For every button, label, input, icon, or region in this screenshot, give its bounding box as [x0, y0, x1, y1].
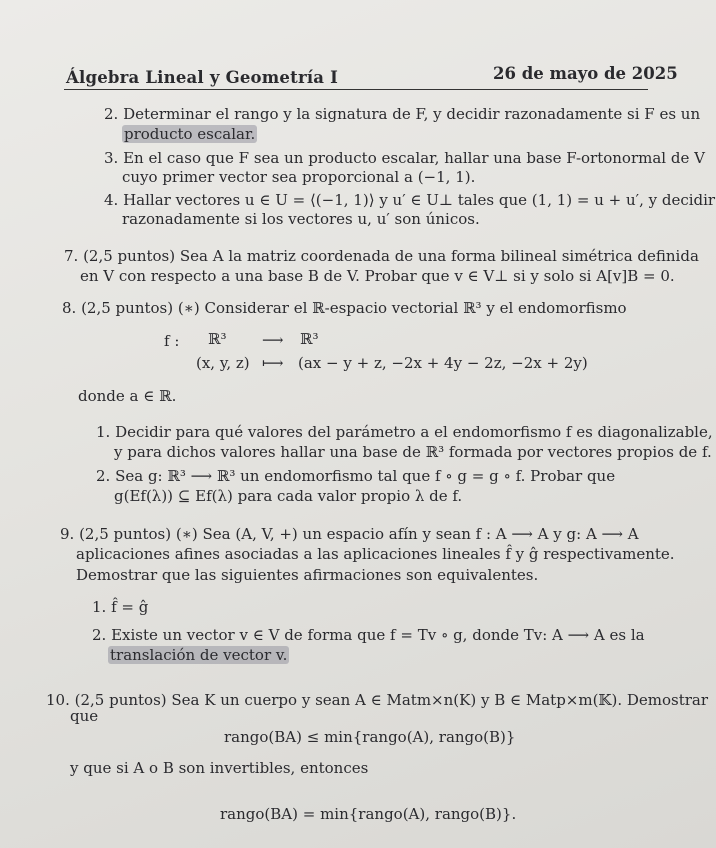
problem-8-item-1-line-1: 1. Decidir para qué valores del parámetro a el endomorfismo f es diagonalizable, [96, 423, 713, 441]
map-domain: ℝ³ [208, 330, 227, 348]
problem-8-item-1-line-2: y para dichos valores hallar una base de ℝ³ formada por vectores propios de f. [114, 443, 712, 461]
problem-8-line-1: 8. (2,5 puntos) (∗) Considerar el ℝ-espacio vectorial ℝ³ y el endomorfismo [62, 299, 627, 317]
item-2-line-1: 2. Determinar el rango y la signatura de F, y decidir razonadamente si F es un [104, 105, 701, 123]
problem-8-item-2-line-1: 2. Sea g: ℝ³ ⟶ ℝ³ un endomorfismo tal que f ∘ g = g ∘ f. Probar que [96, 467, 616, 485]
problem-9-line-1: 9. (2,5 puntos) (∗) Sea (A, V, +) un espacio afín y sean f : A ⟶ A y g: A ⟶ A [60, 525, 639, 543]
inequality-equation: rango(BA) ≤ min{rango(A), rango(B)} [224, 728, 516, 746]
problem-9-item-2-line-1: 2. Existe un vector v ∈ V de forma que f = Tv ∘ g, donde Tv: A ⟶ A es la [92, 626, 645, 644]
map-input: (x, y, z) [196, 354, 250, 372]
item-3-line-2: cuyo primer vector sea proporcional a (−1, 1). [122, 168, 476, 186]
item-4-line-1: 4. Hallar vectores u ∈ U = ⟨(−1, 1)⟩ y u′ ∈ U⊥ tales que (1, 1) = u + u′, y decidir [104, 191, 716, 209]
header-rule [64, 89, 648, 90]
map-f-label: f : [164, 332, 180, 350]
course-title: Álgebra Lineal y Geometría I [66, 68, 339, 87]
map-image: (ax − y + z, −2x + 4y − 2z, −2x + 2y) [298, 354, 588, 372]
problem-7-line-2: en V con respecto a una base B de V. Probar que v ∈ V⊥ si y solo si A[v]B = 0. [80, 267, 675, 285]
problem-9-line-2: aplicaciones afines asociadas a las aplicaciones lineales f̂ y ĝ respectivamente. [76, 545, 675, 563]
problem-9-item-2-highlight: translación de vector v. [110, 646, 288, 664]
map-mapsto: ⟼ [262, 354, 284, 372]
problem-9-line-3: Demostrar que las siguientes afirmaciones son equivalentes. [76, 566, 539, 584]
problem-10-line-2: que [70, 707, 99, 725]
problem-10-middle: y que si A o B son invertibles, entonces [70, 759, 369, 777]
problem-9-item-2-line-2 [108, 645, 289, 666]
problem-8-donde: donde a ∈ ℝ. [78, 387, 177, 405]
item-4-line-2: razonadamente si los vectores u, u′ son únicos. [122, 210, 480, 228]
map-arrow: ⟶ [262, 331, 284, 349]
item-2-line-2 [122, 124, 257, 145]
item-2-highlight: producto escalar. [124, 125, 256, 143]
exam-date: 26 de mayo de 2025 [493, 64, 678, 83]
problem-8-item-2-line-2: g(Ef(λ)) ⊆ Ef(λ) para cada valor propio λ de f. [114, 487, 463, 505]
item-3-line-1: 3. En el caso que F sea un producto escalar, hallar una base F-ortonormal de V [104, 149, 705, 167]
equality-equation: rango(BA) = min{rango(A), rango(B)}. [220, 805, 517, 823]
problem-9-item-1: 1. f̂ = ĝ [92, 598, 149, 616]
problem-10-line-1: 10. (2,5 puntos) Sea K un cuerpo y sean A ∈ Matm×n(K) y B ∈ Matp×m(𝕂). Demostrar [46, 691, 709, 709]
problem-7-line-1: 7. (2,5 puntos) Sea A la matriz coordenada de una forma bilineal simétrica definida [64, 247, 699, 265]
map-codomain: ℝ³ [300, 330, 319, 348]
